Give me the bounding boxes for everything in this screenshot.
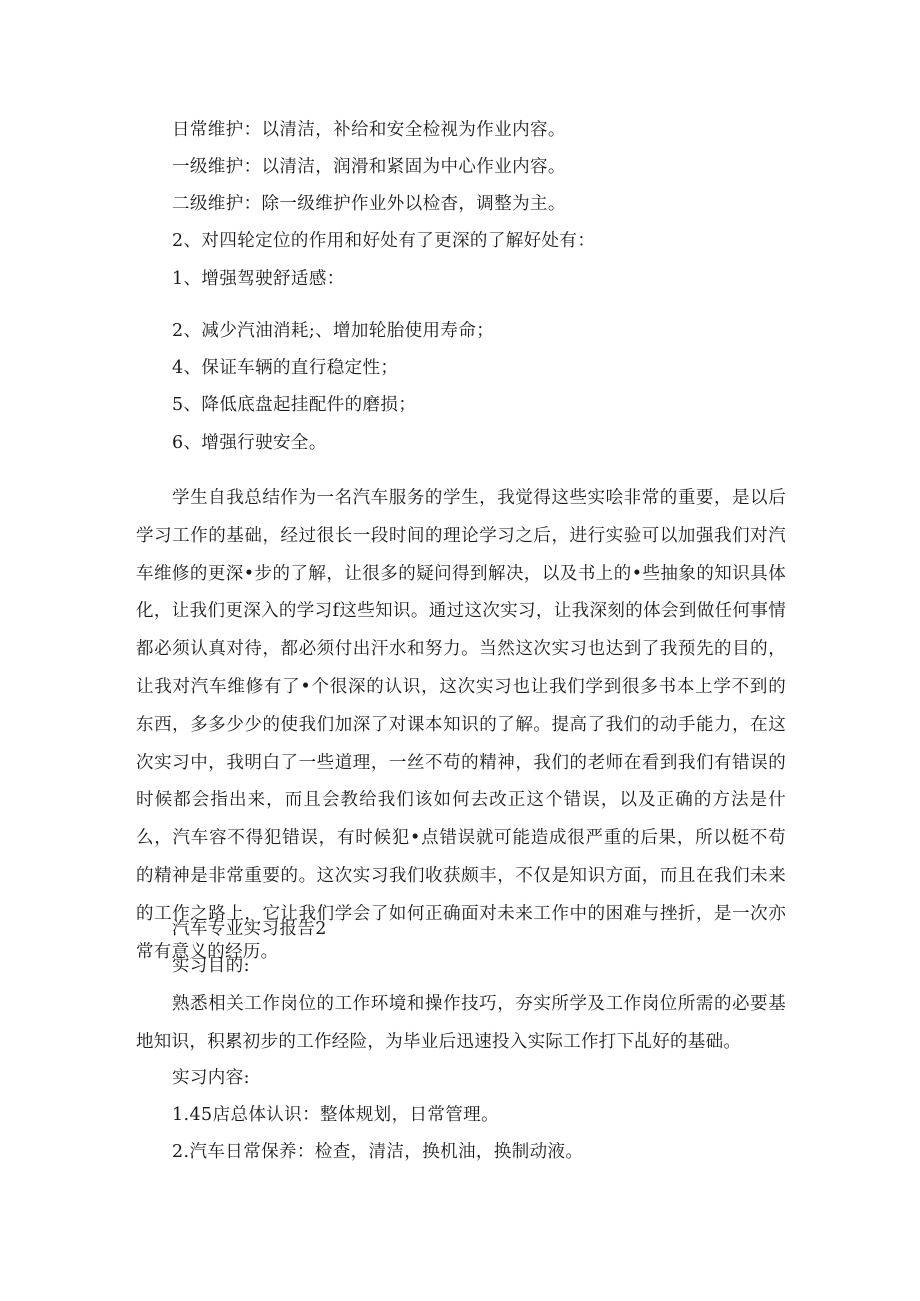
level-one-maintenance-line: 一级维护：以清洁，润滑和紧固为中心作业内容。 bbox=[172, 157, 566, 177]
content-item: 2.汽车日常保养：检查，清洁，换机油，换制动液。 bbox=[172, 1142, 584, 1162]
benefit-item: 4、保证车辆的直行稳定性； bbox=[172, 358, 399, 378]
internship-content-heading: 实习内容: bbox=[172, 1068, 250, 1088]
benefit-item: 1、增强驾驶舒适感： bbox=[172, 269, 345, 289]
report-2-title: 汽车专业实习报告2 bbox=[172, 919, 327, 939]
content-item: 1.45店总体认识：整体规划，日常管理。 bbox=[172, 1105, 499, 1125]
level-two-maintenance-line: 二级维护：除一级维护作业外以检杳，调整为主。 bbox=[172, 194, 566, 214]
internship-purpose-paragraph: 熟悉相关工作岗位的工作环境和操作技巧，夯实所学及工作岗位所需的必要基地知识，积累初步的工作经险，为毕业后迅速投入实际工作打下乩好的基础。 bbox=[136, 994, 786, 1052]
wheel-alignment-intro: 2、对四轮定位的作用和好处有了更深的了解好处有： bbox=[172, 231, 596, 251]
internship-purpose-heading: 实习目的: bbox=[172, 956, 250, 976]
benefit-item: 2、减少汽油消耗;、增加轮胎使用寿命； bbox=[172, 321, 495, 341]
daily-maintenance-line: 日常维护：以清洁，补给和安全检视为作业内容。 bbox=[172, 120, 566, 140]
benefit-item: 6、增强行驶安全。 bbox=[172, 433, 327, 453]
benefit-item: 5、降低底盘起挂配件的磨损； bbox=[172, 395, 417, 415]
student-summary-paragraph: 学生自我总结作为一名汽车服务的学生，我觉得这些实哙非常的重要，是以后学习工作的基础，经过很长一段时间的理论学习之后，进行实验可以加强我们对汽车维修的更深•步的了解，让很多的疑问得到解决，以及书上的•些抽象的知识具体化，让我们更深入的学习f这些知识。通过这次实习，让我深刻的体会到做任何事情都必须认真对待，都必须付出汗水和努力。当然这次实习也达到了我预先的目的，让我对汽车维修有了•个很深的认识，这次实习也让我们学到很多书本上学不到的东西，多多少少的使我们加深了对课本知识的了解。提高了我们的动手能力，在这次实习中，我明白了一些道理，一丝不苟的精神，我们的老师在看到我们有错误的时候都会指出来，而且会教给我们该如何去改正这个错误，以及正确的方法是什么，汽车容不得犯错误，有时候犯•点错误就可能造成很严重的后果，所以梃不苟的精神是非常重要的。这次实习我们收获颇丰，不仅是知识方面，而且在我们未来的工作之路上，它让我们学会了如何正确面对未来工作中的困难与挫折，是一次亦常有意义的经历。 bbox=[136, 488, 786, 962]
